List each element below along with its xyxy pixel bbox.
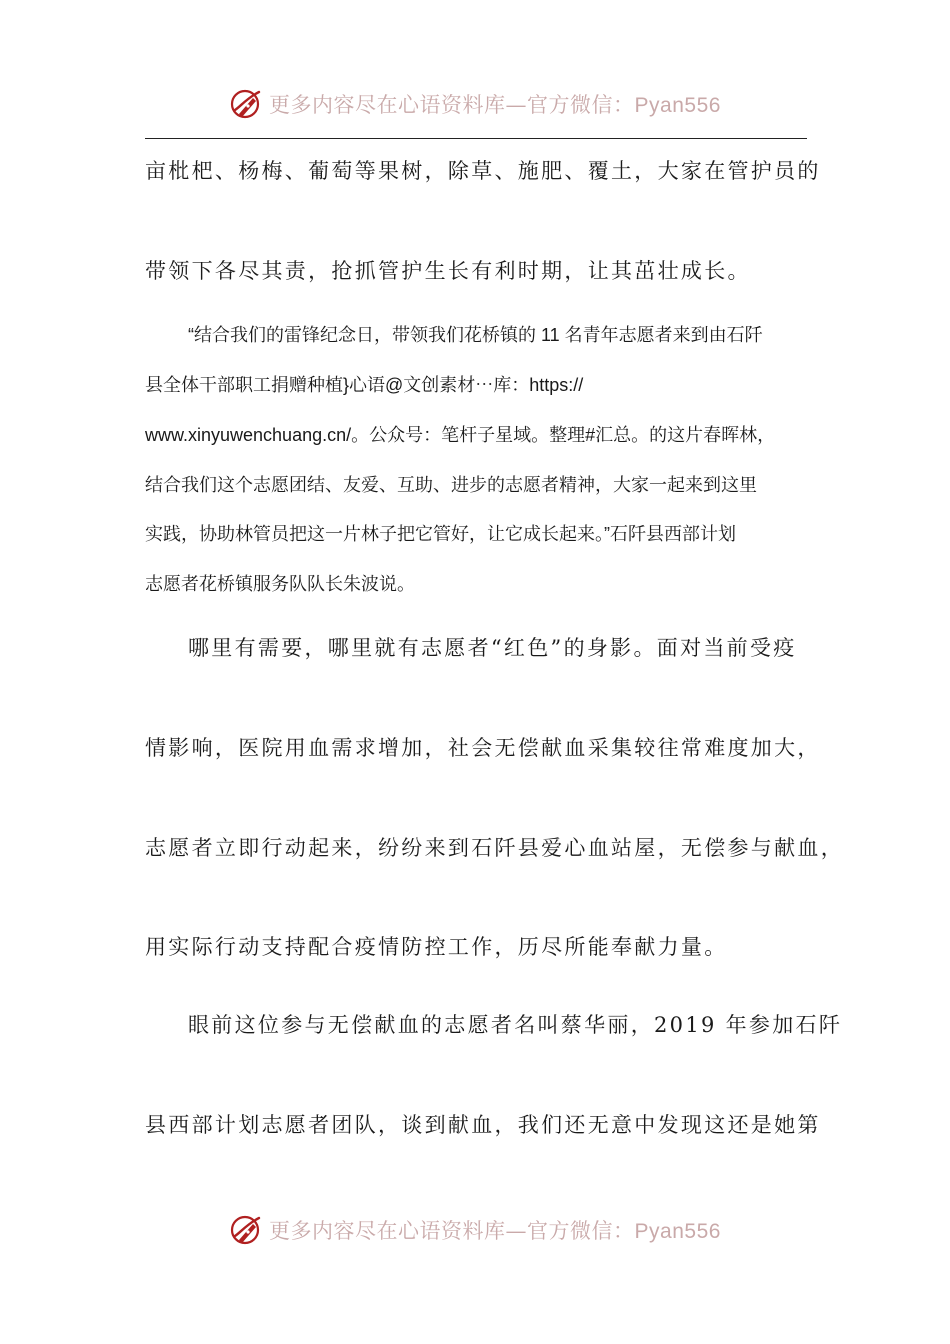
wechat-id: Pyan556	[634, 1220, 721, 1243]
body-line: 县全体干部职工捐赠种植}心语@文创素材⋯库：https://	[145, 375, 584, 395]
body-line: 用实际行动支持配合疫情防控工作，历尽所能奉献力量。	[145, 935, 728, 959]
body-line: 哪里有需要，哪里就有志愿者“红色”的身影。面对当前受疫	[188, 636, 797, 660]
body-line: 带领下各尽其责，抢抓管护生长有利时期，让其茁壮成长。	[145, 259, 751, 283]
wechat-id: Pyan556	[634, 94, 721, 117]
pen-nib-logo-icon	[229, 1212, 265, 1248]
body-line: 县西部计划志愿者团队，谈到献血，我们还无意中发现这还是她第	[145, 1113, 821, 1137]
banner-text: 更多内容尽在心语资料库—官方微信：Pyan556	[269, 93, 721, 117]
footer-banner	[0, 1210, 950, 1250]
body-line: 实践，协助林管员把这一片林子把它管好，让它成长起来。”石阡县西部计划	[145, 524, 736, 544]
body-line: “结合我们的雷锋纪念日，带领我们花桥镇的 11 名青年志愿者来到由石阡	[188, 325, 763, 345]
header-banner	[0, 84, 950, 124]
pen-nib-logo-icon	[229, 86, 265, 122]
body-line: 眼前这位参与无偿献血的志愿者名叫蔡华丽，2019 年参加石阡	[188, 1013, 843, 1037]
body-line: 结合我们这个志愿团结、友爱、互助、进步的志愿者精神，大家一起来到这里	[145, 475, 757, 495]
banner-text: 更多内容尽在心语资料库—官方微信：Pyan556	[269, 1219, 721, 1243]
body-line: 志愿者花桥镇服务队队长朱波说。	[145, 574, 415, 594]
body-line: www.xinyuwenchuang.cn/。公众号：笔杆子星域。整理#汇总。的这片春晖林，	[145, 425, 776, 445]
header-rule	[145, 138, 807, 139]
body-line: 亩枇杷、杨梅、葡萄等果树，除草、施肥、覆土，大家在管护员的	[145, 159, 821, 183]
body-line: 志愿者立即行动起来，纷纷来到石阡县爱心血站屋，无偿参与献血，	[145, 836, 844, 860]
body-line: 情影响，医院用血需求增加，社会无偿献血采集较往常难度加大，	[145, 736, 821, 760]
